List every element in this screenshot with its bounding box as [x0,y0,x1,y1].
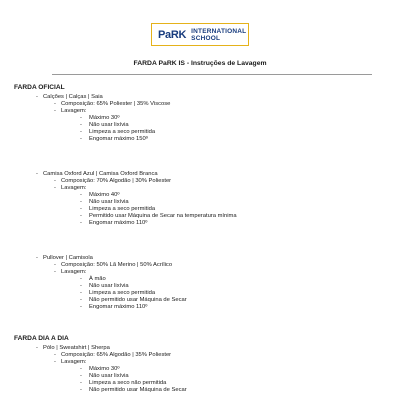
document-title: FARDA PaRK IS - Instruções de Lavagem [133,60,267,67]
washing-instruction: Limpeza a seco não permitida [89,380,167,386]
washing-instruction: Limpeza a seco permitida [89,290,156,296]
washing-instruction: Máximo 30º [89,366,120,372]
bullet-dash: - [80,122,82,128]
title-divider [52,74,372,75]
garment-composition: Composição: 65% Poliester | 35% Viscose [61,101,171,107]
bullet-dash: - [54,262,56,268]
logo-wordmark [191,28,246,42]
bullet-dash: - [36,345,38,351]
bullet-dash: - [80,290,82,296]
washing-label: Lavagem: [61,108,87,114]
bullet-dash: - [80,373,82,379]
bullet-dash: - [80,366,82,372]
washing-label: Lavagem: [61,359,87,365]
washing-instruction: Engomar máximo 110º [89,220,148,226]
washing-instruction: Engomar máximo 150º [89,136,148,142]
bullet-dash: - [54,101,56,107]
bullet-dash: - [80,136,82,142]
garment-composition: Composição: 65% Algodão | 35% Poliester [61,352,172,358]
bullet-dash: - [36,255,38,261]
bullet-dash: - [80,304,82,310]
washing-instruction: Máximo 30º [89,115,120,121]
bullet-dash: - [80,283,82,289]
washing-instruction: Não usar lixívia [89,199,129,205]
bullet-dash: - [80,199,82,205]
bullet-dash: - [54,185,56,191]
washing-instruction: Não permitido usar Máquina de Secar [89,387,187,393]
bullet-dash: - [80,380,82,386]
logo-word-international: INTERNATIONAL [191,27,247,35]
section-heading-oficial: FARDA OFICIAL [14,84,65,91]
bullet-dash: - [80,213,82,219]
bullet-dash: - [54,108,56,114]
logo-word-school: SCHOOL [191,34,221,42]
bullet-dash: - [80,192,82,198]
garment-composition: Composição: 70% Algodão | 30% Poliester [61,178,172,184]
bullet-dash: - [54,359,56,365]
bullet-dash: - [80,297,82,303]
bullet-dash: - [80,220,82,226]
bullet-dash: - [80,206,82,212]
garment-composition: Composição: 50% Lã Merino | 50% Acrílico [61,262,173,268]
bullet-dash: - [36,94,38,100]
bullet-dash: - [80,387,82,393]
section-heading-dia-a-dia: FARDA DIA A DIA [14,335,69,342]
garment-name: Pólo | Sweatshirt | Sherpa [43,345,110,351]
washing-instruction: Limpeza a seco permitida [89,206,156,212]
garment-name: Pullover | Camisola [43,255,93,261]
bullet-dash: - [80,115,82,121]
bullet-dash: - [54,352,56,358]
logo-mark: PaRK [158,28,187,41]
bullet-dash: - [36,171,38,177]
school-logo [151,23,249,46]
washing-label: Lavagem: [61,269,87,275]
washing-instruction: Não usar lixívia [89,283,129,289]
washing-instruction: Máximo 40º [89,192,120,198]
washing-instruction: Não usar lixívia [89,122,129,128]
garment-name: Calções | Calças | Saia [43,94,103,100]
washing-instruction: Não permitido usar Máquina de Secar [89,297,187,303]
washing-instruction: Não usar lixívia [89,373,129,379]
washing-instruction: Engomar máximo 110º [89,304,148,310]
washing-label: Lavagem: [61,185,87,191]
bullet-dash: - [80,129,82,135]
bullet-dash: - [80,276,82,282]
bullet-dash: - [54,178,56,184]
garment-name: Camisa Oxford Azul | Camisa Oxford Branca [43,171,158,177]
washing-instruction: Limpeza a seco permitida [89,129,156,135]
washing-instruction: À mão [89,276,106,282]
bullet-dash: - [54,269,56,275]
washing-instruction: Permitido usar Máquina de Secar na temperatura mínima [89,213,237,219]
